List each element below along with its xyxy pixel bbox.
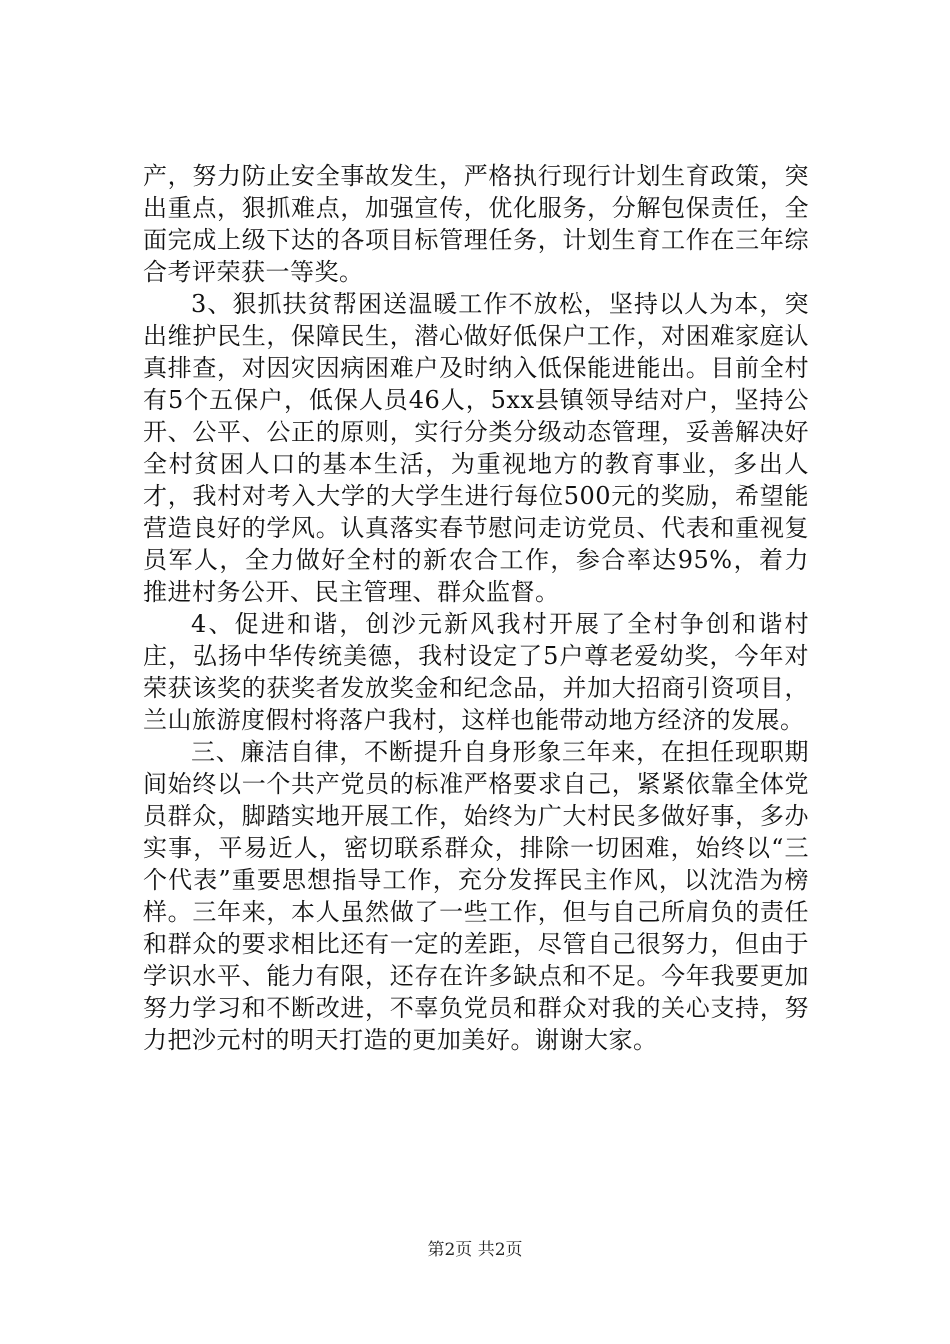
paragraph-harmony: 4、促进和谐，创沙元新风我村开展了全村争创和谐村庄，弘扬中华传统美德，我村设定了5户尊老爱幼奖，今年对荣获该奖的获奖者发放奖金和纪念品，并加大招商引资项目，兰山旅游度假村将落户我村，这样也能带动地方经济的发展。 (143, 610, 809, 734)
document-body (143, 160, 809, 1056)
paragraph-continuation: 产，努力防止安全事故发生，严格执行现行计划生育政策，突出重点，狠抓难点，加强宣传，优化服务，分解包保责任，全面完成上级下达的各项目标管理任务，计划生育工作在三年综合考评荣获一等奖。 (143, 162, 809, 286)
page-number-footer: 第2页 共2页 (427, 1240, 523, 1260)
paragraph-poverty-relief: 3、狠抓扶贫帮困送温暖工作不放松，坚持以人为本，突出维护民生，保障民生，潜心做好低保户工作，对困难家庭认真排查，对因灾因病困难户及时纳入低保能进能出。目前全村有5个五保户，低保人员46人，5xx县镇领导结对户，坚持公开、公平、公正的原则，实行分类分级动态管理，妥善解决好全村贫困人口的基本生活，为重视地方的教育事业，多出人才，我村对考入大学的大学生进行每位500元的奖励，希望能营造良好的学风。认真落实春节慰问走访党员、代表和重视复员军人，全力做好全村的新农合工作，参合率达95%，着力推进村务公开、民主管理、群众监督。 (143, 290, 809, 606)
paragraph-self-discipline: 三、廉洁自律，不断提升自身形象三年来，在担任现职期间始终以一个共产党员的标准严格要求自己，紧紧依靠全体党员群众，脚踏实地开展工作，始终为广大村民多做好事，多办实事，平易近人，密切联系群众，排除一切困难，始终以“三个代表”重要思想指导工作，充分发挥民主作风，以沈浩为榜样。三年来，本人虽然做了一些工作，但与自己所肩负的责任和群众的要求相比还有一定的差距，尽管自己很努力，但由于学识水平、能力有限，还存在许多缺点和不足。今年我要更加努力学习和不断改进，不辜负党员和群众对我的关心支持，努力把沙元村的明天打造的更加美好。谢谢大家。 (143, 738, 809, 1054)
